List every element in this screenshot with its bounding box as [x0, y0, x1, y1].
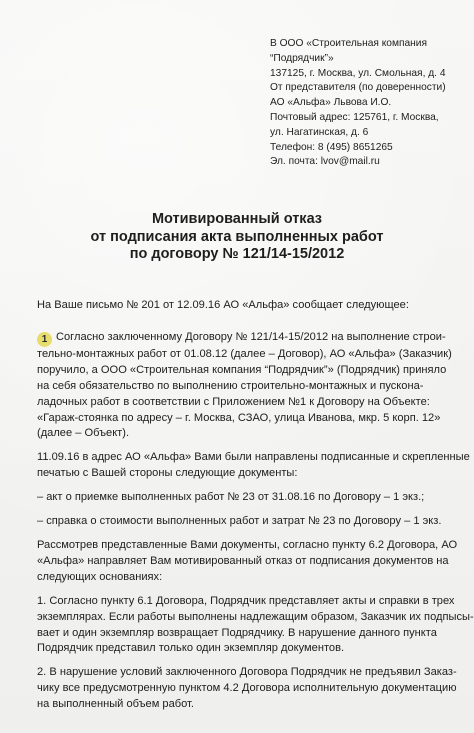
title-line: по договору № 121/14-15/2012	[129, 246, 345, 262]
paragraph-text: чику все предусмотренную пунктом 4.2 Договора исполнительную документацию	[37, 682, 457, 695]
paragraph-1	[37, 330, 452, 442]
title-line: Мотивированный отказ	[151, 211, 323, 227]
paragraph-text: Подрядчик представил только один экземпляр документов.	[37, 642, 345, 655]
recipient-line: “Подрядчик”»	[270, 52, 334, 64]
document-list-item: – справка о стоимости выполненных работ и затрат № 23 по Договору – 1 экз.	[37, 515, 442, 528]
recipient-line: Почтовый адрес: 125761, г. Москва,	[270, 111, 439, 123]
intro-paragraph: На Ваше письмо № 201 от 12.09.16 АО «Альфа» сообщает следующее:	[37, 299, 409, 311]
paragraph-2	[37, 450, 470, 482]
recipient-line: В ООО «Строительная компания	[270, 38, 427, 49]
paragraph-text: на себя обязательство по выполнению строительно-монтажных и пускона-	[37, 379, 424, 392]
paragraph-text: на выполненный объем работ.	[37, 698, 194, 711]
point-1	[37, 594, 474, 658]
recipient-line: От представителя (по доверенности)	[270, 82, 446, 94]
paragraph-text: Согласно заключенному Договору № 121/14-15/2012 на выполнение строи-	[56, 330, 446, 343]
document-list-item: – акт о приемке выполненных работ № 23 от 31.08.16 по Договору – 1 экз.;	[37, 491, 425, 504]
paragraph-text: ладочных работ в соответствии с Приложением №1 к Договору на Объекте:	[37, 395, 430, 408]
recipient-line: ул. Нагатинская, д. 6	[270, 126, 369, 138]
paragraph-text: тельно-монтажных работ от 01.08.12 (далее – Договор), АО «Альфа» (Заказчик)	[37, 347, 452, 360]
paragraph-text: 1. Согласно пункту 6.1 Договора, Подрядчик представляет акты и справки в трех	[37, 594, 455, 607]
recipient-line: АО «Альфа» Львова И.О.	[270, 97, 392, 109]
recipient-email-line: Эл. почта: lvov@mail.ru	[270, 156, 380, 168]
paragraph-text: (далее – Объект).	[37, 427, 130, 440]
paragraph-1-line-1	[37, 331, 446, 343]
paragraph-text: 11.09.16 в адрес АО «Альфа» Вами были направлены подписанные и скрепленные	[37, 451, 470, 464]
paragraph-text: «Гараж-стоянка по адресу – г. Москва, СЗАО, улица Иванова, мкр. 5 корп. 12»	[37, 411, 441, 424]
paragraph-text: 2. В нарушение условий заключенного Договора Подрядчик не предъявил Заказ-	[37, 666, 457, 679]
title-line: от подписания акта выполненных работ	[90, 228, 384, 245]
paragraph-text: Рассмотрев представленные Вами документы, согласно пункту 6.2 Договора, АО	[37, 538, 458, 551]
paragraph-text: «Альфа» направляет Вам мотивированный отказ от подписания документов на	[37, 554, 449, 567]
paragraph-3	[37, 538, 458, 586]
recipient-line: 137125, г. Москва, ул. Смольная, д. 4	[270, 67, 446, 79]
paragraph-text: вает и один экземпляр возвращает Подрядчику. В нарушение данного пункта	[37, 626, 437, 639]
letter-body	[37, 298, 474, 713]
number-badge: 1	[37, 332, 52, 347]
document-title	[0, 211, 474, 264]
paragraph-text: печатью с Вашей стороны следующие документы:	[37, 467, 298, 480]
point-2	[37, 665, 457, 713]
paragraph-text: поручило, а ООО «Строительная компания “Подрядчик”» (Подрядчик) приняло	[37, 363, 447, 376]
paragraph-text: следующих основаниях:	[37, 570, 163, 583]
paragraph-text: экземплярах. Если работы выполнены надлежащим образом, Заказчик их подпысы-	[37, 610, 474, 623]
recipient-line: Телефон: 8 (495) 8651265	[270, 141, 393, 153]
recipient-block	[270, 37, 470, 170]
